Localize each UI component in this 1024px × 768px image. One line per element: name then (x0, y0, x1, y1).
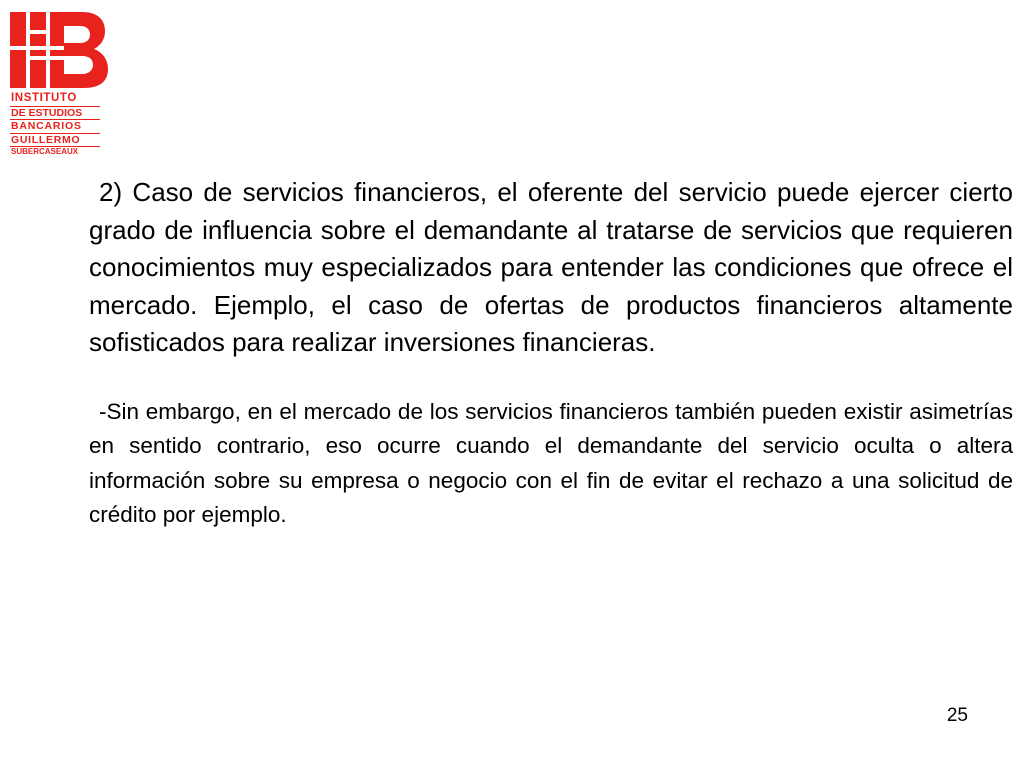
logo-line-5: SUBERCASEAUX (11, 147, 79, 156)
logo-line-2: DE ESTUDIOS (10, 108, 100, 121)
body-paragraph-2: -Sin embargo, en el mercado de los servicios financieros también pueden existir asimetrías en sentido contrario, eso ocurre cuando el demandante del servicio oculta o altera información sobre su empresa o negocio con el fin de evitar el rechazo a una solicitud de crédito por ejemplo. (89, 398, 1013, 527)
logo-line-1: INSTITUTO (10, 93, 100, 107)
slide-body (89, 174, 1013, 533)
iebgs-logo-mark-icon (10, 12, 108, 88)
logo-line-3: BANCARIOS (10, 121, 100, 134)
logo-line-4: GUILLERMO (10, 135, 100, 148)
page-number: 25 (946, 705, 968, 726)
logo-wordmark (10, 93, 100, 157)
body-paragraph-1: 2) Caso de servicios financieros, el oferente del servicio puede ejercer cierto grado de influencia sobre el demandante al tratarse de servicios que requieren conocimientos muy especializados para entender las condiciones que ofrece el mercado. Ejemplo, el caso de ofertas de productos financieros altamente sofisticados para realizar inversiones financieras. (89, 177, 1013, 357)
institute-logo (10, 12, 110, 158)
